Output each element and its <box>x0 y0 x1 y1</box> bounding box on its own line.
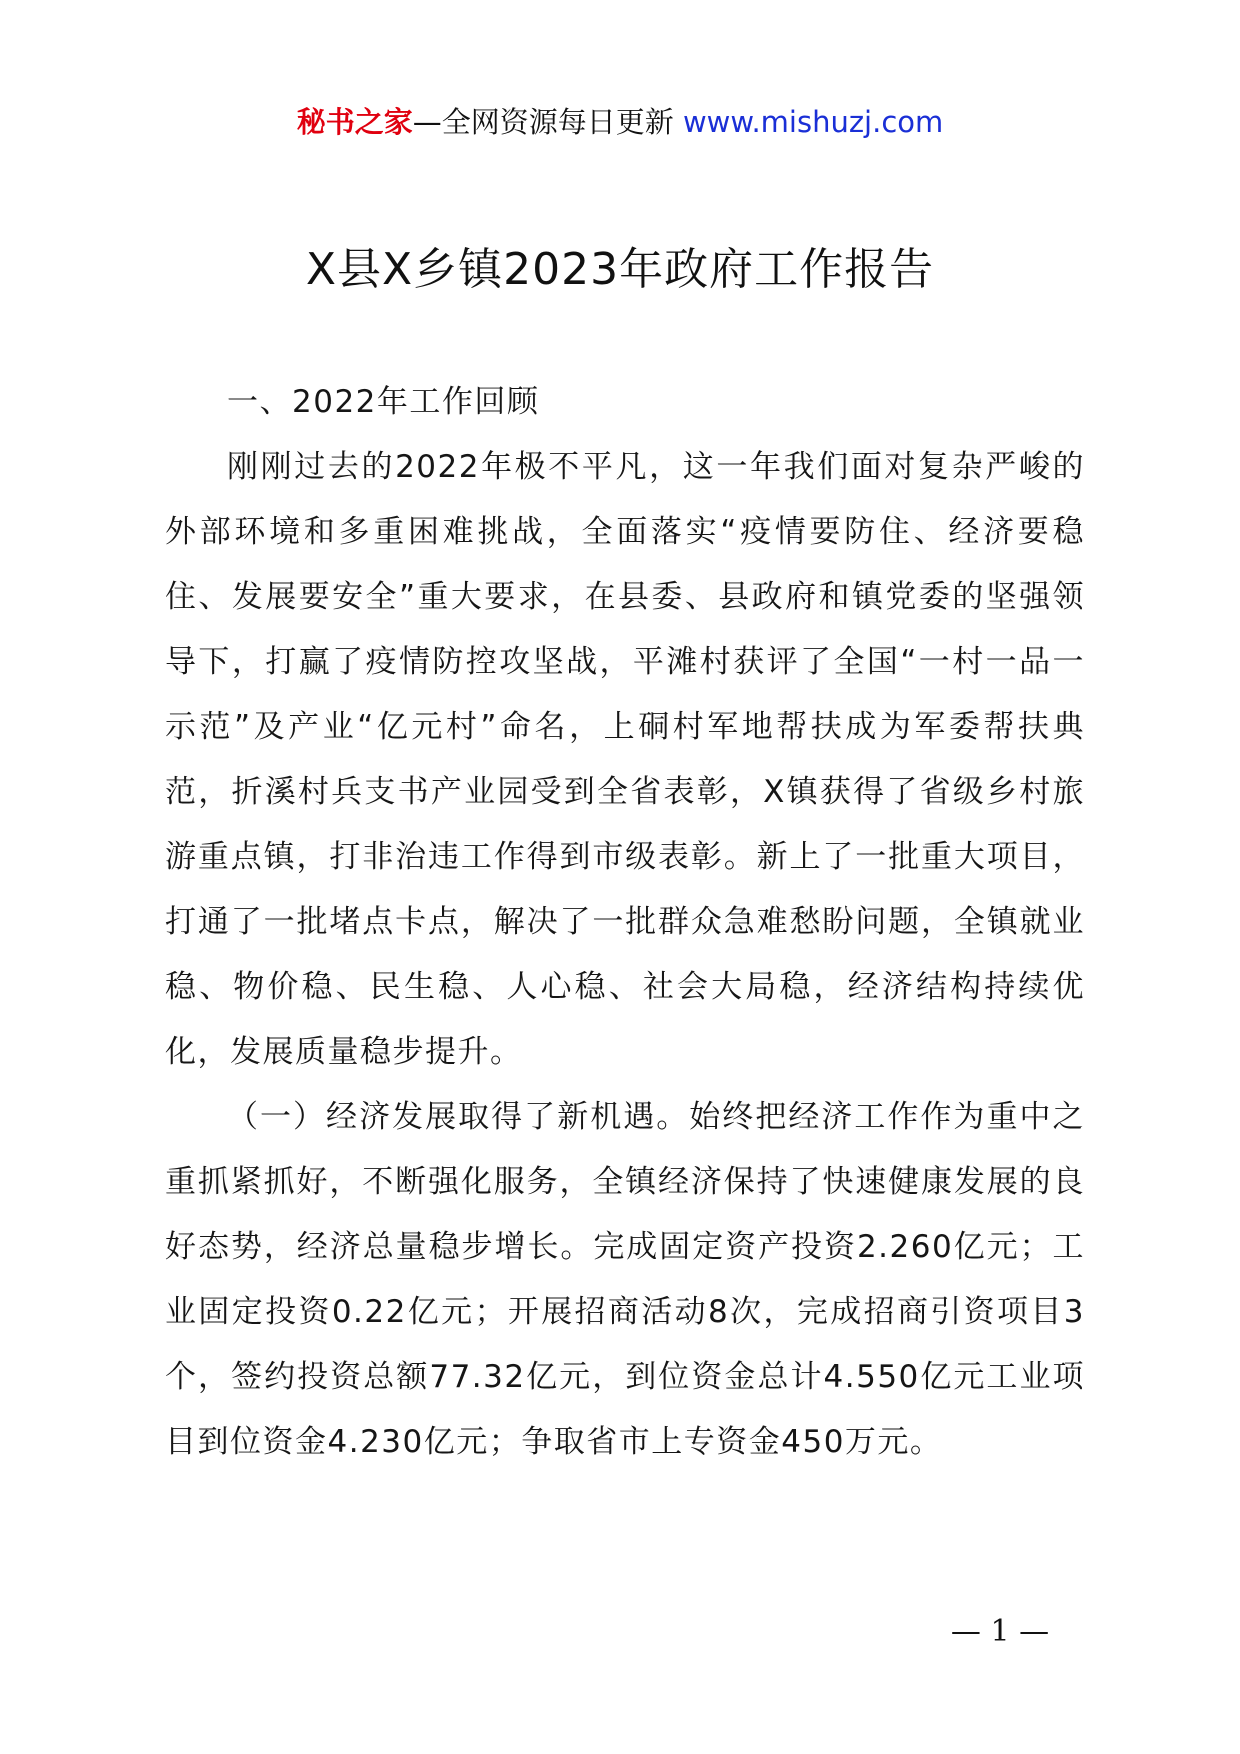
site-url: www.mishuzj.com <box>682 105 944 139</box>
site-watermark-header <box>0 100 1240 144</box>
paragraph-economy: （一）经济发展取得了新机遇。始终把经济工作作为重中之重抓紧抓好，不断强化服务，全镇经济保持了快速健康发展的良好态势，经济总量稳步增长。完成固定资产投资2.260亿元；工业固定投资0.22亿元；开展招商活动8次，完成招商引资项目3个，签约投资总额77.32亿元，到位资金总计4.550亿元工业项目到位资金4.230亿元；争取省市上专资金450万元。 <box>165 1099 1085 1460</box>
page-number: — 1 — <box>950 1614 1050 1649</box>
section-heading: 一、2022年工作回顾 <box>227 384 540 420</box>
brand-name: 秘书之家 <box>296 105 413 139</box>
brand-tagline: —全网资源每日更新 <box>412 105 674 139</box>
document-body <box>165 370 1085 1475</box>
document-title: X县X乡镇2023年政府工作报告 <box>305 244 935 295</box>
paragraph-review: 刚刚过去的2022年极不平凡，这一年我们面对复杂严峻的外部环境和多重困难挑战，全面落实“疫情要防住、经济要稳住、发展要安全”重大要求，在县委、县政府和镇党委的坚强领导下，打赢了疫情防控攻坚战，平滩村获评了全国“一村一品一示范”及产业“亿元村”命名，上硐村军地帮扶成为军委帮扶典范，折溪村兵支书产业园受到全省表彰，X镇获得了省级乡村旅游重点镇，打非治违工作得到市级表彰。新上了一批重大项目，打通了一批堵点卡点，解决了一批群众急难愁盼问题，全镇就业稳、物价稳、民生稳、人心稳、社会大局稳，经济结构持续优化，发展质量稳步提升。 <box>165 449 1085 1070</box>
